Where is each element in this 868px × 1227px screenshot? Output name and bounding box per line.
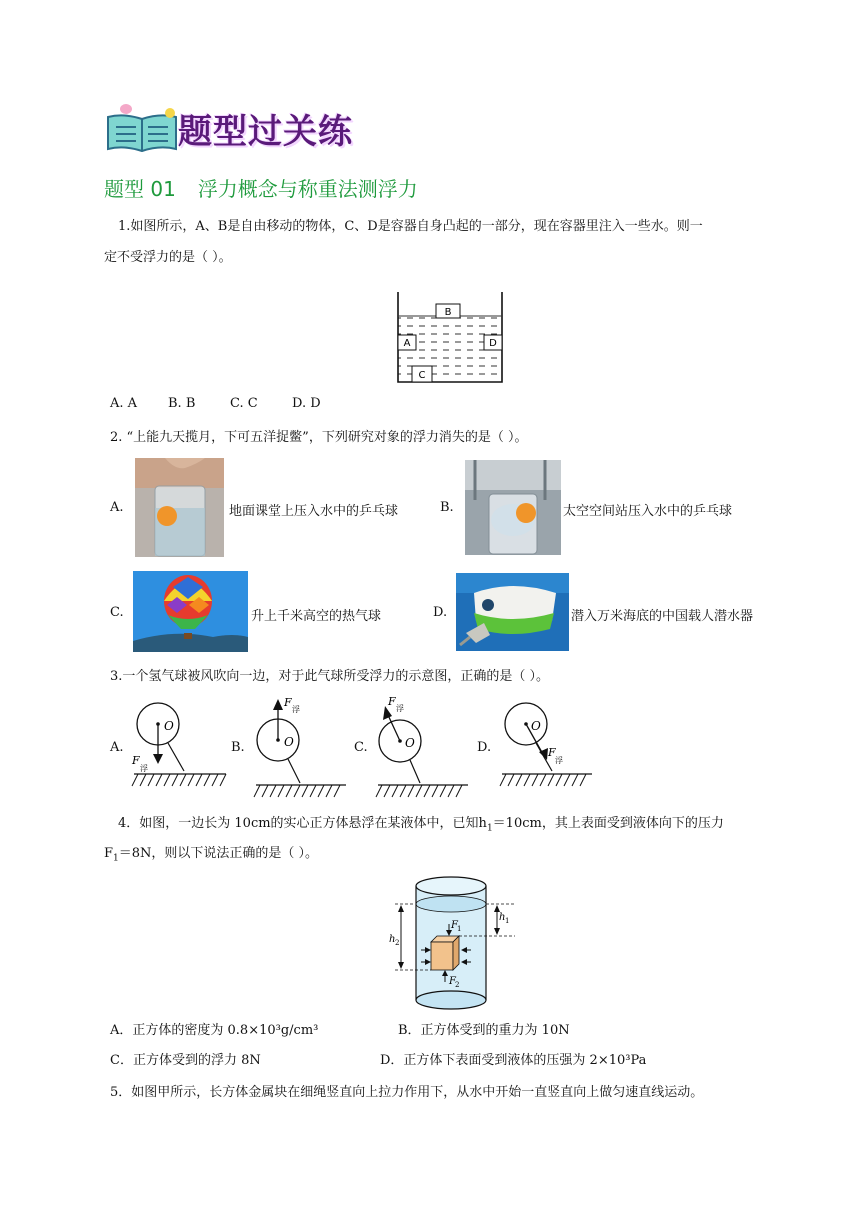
label-a: A [403,338,411,349]
q5-line1: 5．如图甲所示，长方体金属块在细绳竖直向上拉力作用下，从水中开始一直竖直向上做匀速直线运动。 [110,1085,704,1100]
q4-h1-sub: 1 [505,917,510,925]
q4-line2 [104,842,318,864]
q4-h2-label: h [389,934,396,945]
q4-option-a: A．正方体的密度为 0.8×10³g/cm³ [110,1023,319,1038]
q2-option-a-letter: A. [110,500,124,515]
q4-line2-tail: ＝8N，则以下说法正确的是（ ）。 [118,846,319,861]
hot-air-balloon-photo [133,571,248,652]
q3-c-force-sub: 浮 [396,704,404,713]
q3-letter-d: D. [477,740,492,755]
q3-letter-c: C. [354,740,368,755]
pingpong-space-photo [465,460,561,555]
section-label: 题型 01 [104,177,176,201]
q4-line1-tail: ＝10cm，其上表面受到液体向下的压力 [492,816,724,831]
q3-d-force-sub: 浮 [555,756,563,765]
q1-option-c: C. C [230,396,258,411]
q4-f2-label: F [449,976,456,987]
q3-letter-b: B. [231,740,245,755]
q2-option-c-text: 升上千米高空的热气球 [251,609,382,624]
q1-container-figure [394,290,506,386]
q4-line2-head: F [104,846,114,861]
label-b: B [444,307,452,318]
q4-cylinder-figure [385,866,520,1012]
q4-f2-sub: 2 [455,981,460,989]
q2-option-b-text: 太空空间站压入水中的乒乓球 [563,504,733,519]
q1-option-d: D. D [292,396,321,411]
q2-option-b-letter: B. [440,500,454,515]
pingpong-ground-photo [135,458,224,557]
q3-b-center: O [284,735,294,749]
banner-title: 题型过关练 [178,112,353,152]
q3-d-force: F [548,746,556,759]
q4-line1 [118,812,724,834]
q3-d-center: O [531,719,541,733]
q4-f1-sub: 1 [457,925,462,933]
q1-line1: 1.如图所示，A、B是自由移动的物体，C、D是容器自身凸起的一部分，现在容器里注入一些水。则一 [118,219,703,234]
q4-line1-sub: 1 [486,823,493,834]
q1-line2: 定不受浮力的是（ ）。 [104,250,232,265]
q3-c-force: F [388,695,396,708]
q2-stem: 2. “上能九天揽月，下可五洋捉鳖”，下列研究对象的浮力消失的是（ ）。 [110,430,528,445]
q4-h1-label: h [499,912,506,923]
q3-diagram-b [248,690,348,800]
q1-option-b: B. B [168,396,196,411]
q3-a-force: F [132,754,140,767]
q4-f1-label: F [451,920,458,931]
q3-c-center: O [405,736,415,750]
q3-letter-a: A. [110,740,124,755]
q2-option-d-letter: D. [433,605,448,620]
q4-option-d: D．正方体下表面受到液体的压强为 2×10³Pa [380,1053,647,1068]
q3-stem: 3.一个氢气球被风吹向一边，对于此气球所受浮力的示意图，正确的是（ ）。 [110,669,550,684]
q4-h2-sub: 2 [395,939,400,947]
q3-b-force: F [284,696,292,709]
q4-line2-sub: 1 [113,853,119,864]
section-heading [104,173,418,202]
q3-b-force-sub: 浮 [292,705,300,714]
section-title: 浮力概念与称重法测浮力 [197,177,418,201]
q2-option-c-letter: C. [110,605,124,620]
q2-option-d-text: 潜入万米海底的中国载人潜水器 [571,609,754,624]
q2-option-a-text: 地面课堂上压入水中的乒乓球 [229,504,399,519]
q3-diagram-d [496,700,596,792]
label-c: C [418,370,426,381]
q3-a-force-sub: 浮 [140,764,148,773]
q3-diagram-c [372,693,472,799]
submersible-photo [456,573,569,651]
q4-line1-head: 4．如图，一边长为 10cm的实心正方体悬浮在某液体中，已知h [118,816,487,831]
q1-option-a: A. A [110,396,138,411]
q4-option-c: C．正方体受到的浮力 8N [110,1053,261,1068]
q4-option-b: B．正方体受到的重力为 10N [398,1023,570,1038]
label-d: D [489,338,497,349]
q3-a-center: O [164,719,174,733]
q3-diagram-a [128,700,228,792]
